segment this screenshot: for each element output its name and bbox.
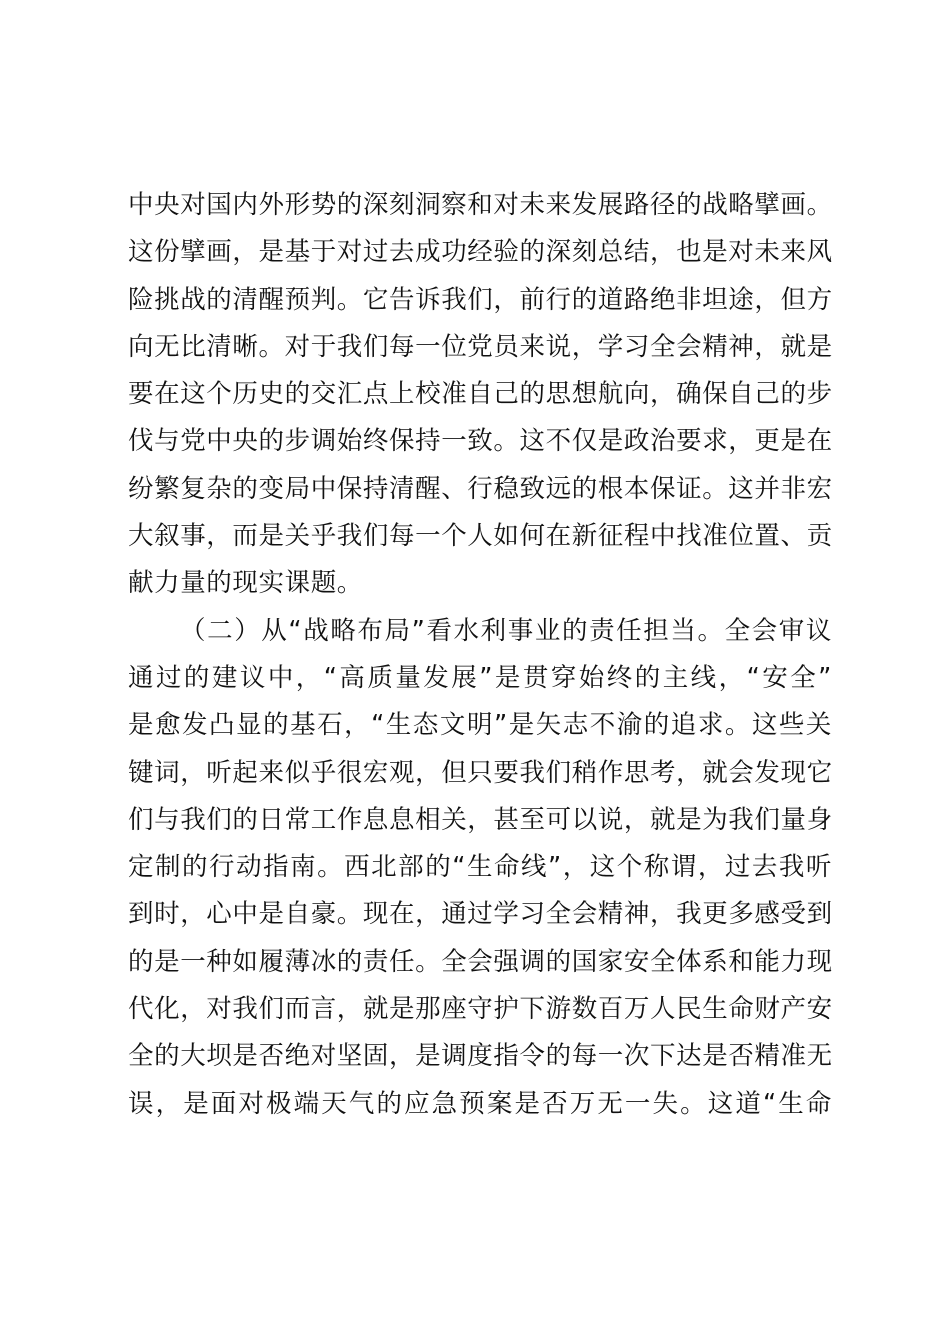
line-text: 们与我们的日常工作息息相关，甚至可以说，就是为我们量身 xyxy=(128,804,833,835)
paragraph-2 xyxy=(128,608,832,1128)
text-line xyxy=(128,229,832,276)
line-text: 键词，听起来似乎很宏观，但只要我们稍作思考，就会发现它 xyxy=(128,757,833,788)
line-text: 向无比清晰。对于我们每一位党员来说，学习全会精神，就是 xyxy=(128,331,833,362)
text-line xyxy=(128,182,832,229)
text-line xyxy=(128,797,832,844)
text-line xyxy=(128,324,832,371)
text-line xyxy=(128,418,832,465)
text-line xyxy=(128,560,832,607)
line-text: （二）从“战略布局”看水利事业的责任担当。全会审议 xyxy=(180,615,832,646)
line-text: 全的大坝是否绝对坚固，是调度指令的每一次下达是否精准无 xyxy=(128,1041,833,1072)
text-line xyxy=(128,1033,832,1080)
line-text: 中央对国内外形势的深刻洞察和对未来发展路径的战略擘画。 xyxy=(128,190,833,220)
line-text: 险挑战的清醒预判。它告诉我们，前行的道路绝非坦途，但方 xyxy=(128,284,833,315)
document-body xyxy=(128,182,832,1128)
line-text: 通过的建议中，“高质量发展”是贯穿始终的主线，“安全” xyxy=(128,662,832,693)
line-text: 这份擘画，是基于对过去成功经验的深刻总结，也是对未来风 xyxy=(128,237,833,268)
text-line xyxy=(128,986,832,1033)
text-line xyxy=(128,1081,832,1128)
line-text: 是愈发凸显的基石，“生态文明”是矢志不渝的追求。这些关 xyxy=(128,710,832,741)
line-text: 大叙事，而是关乎我们每一个人如何在新征程中找准位置、贡 xyxy=(128,521,833,552)
text-line xyxy=(128,513,832,560)
line-text: 的是一种如履薄冰的责任。全会强调的国家安全体系和能力现 xyxy=(128,946,833,977)
text-line xyxy=(128,891,832,938)
text-line xyxy=(128,655,832,702)
line-text: 要在这个历史的交汇点上校准自己的思想航向，确保自己的步 xyxy=(128,379,833,410)
line-text: 伐与党中央的步调始终保持一致。这不仅是政治要求，更是在 xyxy=(128,426,833,457)
text-line xyxy=(128,466,832,513)
text-line xyxy=(128,844,832,891)
line-text: 纷繁复杂的变局中保持清醒、行稳致远的根本保证。这并非宏 xyxy=(128,473,833,504)
line-text: 误，是面对极端天气的应急预案是否万无一失。这道“生命 xyxy=(128,1088,832,1119)
text-line xyxy=(128,750,832,797)
line-text: 定制的行动指南。西北部的“生命线”，这个称谓，过去我听 xyxy=(128,852,832,883)
line-text: 代化，对我们而言，就是那座守护下游数百万人民生命财产安 xyxy=(128,994,833,1025)
line-text: 献力量的现实课题。 xyxy=(128,568,363,599)
section-heading-line xyxy=(128,608,832,655)
text-line xyxy=(128,371,832,418)
paragraph-1 xyxy=(128,182,832,608)
text-line xyxy=(128,939,832,986)
line-text: 到时，心中是自豪。现在，通过学习全会精神，我更多感受到 xyxy=(128,899,833,930)
text-line xyxy=(128,277,832,324)
text-line xyxy=(128,702,832,749)
